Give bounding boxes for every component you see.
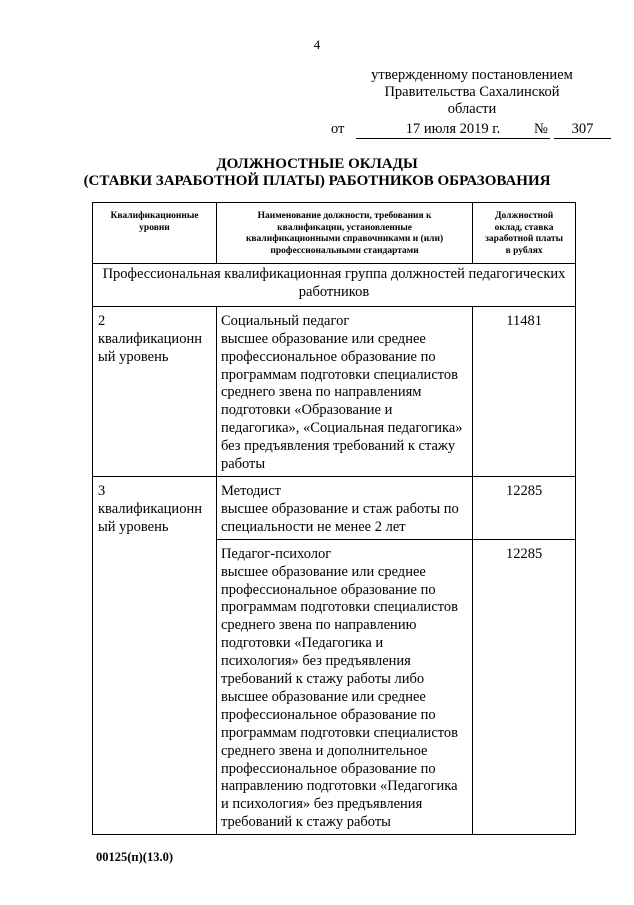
position-line: подготовки «Образование и [220,402,393,419]
position-line: профессиональное образование по [220,581,436,598]
title-line-1: ДОЛЖНОСТНЫЕ ОКЛАДЫ [216,156,418,172]
qualification-level [93,306,217,476]
position-line: педагогика», «Социальная педагогика» [220,420,463,437]
qualification-level [93,476,217,834]
header-text: в рублях [505,245,543,256]
document-date: 17 июля 2019 г. [356,121,550,139]
position-line: среднего звена по направлениям [220,384,422,401]
approval-line: Правительства Сахалинской [384,84,560,100]
header-text: Наименование должности, требования к [257,211,432,221]
group-title-row [93,264,576,307]
group-title [93,264,576,307]
group-title-line: Профессиональная квалификационная группа должностей педагогических [102,266,566,282]
table-header-row [93,203,576,264]
position-line: Педагог-психолог [220,545,332,562]
approval-block [330,67,614,118]
header-text: оклад, ставка [494,222,554,233]
header-text: уровни [139,222,170,233]
header-qualification-levels [93,203,217,264]
position-line: высшее образование или среднее [220,688,426,705]
page-number: 4 [313,37,321,52]
table-row [93,306,576,476]
position-line: и психология» без предъявления [220,796,423,813]
approval-line: утвержденному постановлением [371,67,573,83]
header-position-requirements [216,203,472,264]
header-text: квалификационными справочниками и (или) [245,234,444,244]
approval-line: области [447,101,497,117]
position-line: Социальный педагог [220,312,350,329]
position-line: среднего звена по направлению [220,617,417,634]
position-line: требований к стажу работы [220,814,391,831]
salary-value: 11481 [473,306,576,476]
header-text: Должностной [495,211,554,221]
table-row [93,476,576,539]
position-line: профессиональное образование по [220,348,436,365]
position-line: программам подготовки специалистов [220,599,458,616]
position-line: профессиональное образование по [220,760,436,777]
position-line: психология» без предъявления [220,653,411,670]
position-line: требований к стажу работы либо [220,671,425,688]
header-salary [473,203,576,264]
position-line: без предъявления требований к стажу [220,438,456,455]
position-line: среднего звена и дополнительное [220,742,428,759]
position-line: высшее образование или среднее [220,330,426,347]
header-text: квалификации, установленные [277,222,412,233]
level-text: 2 [98,312,106,329]
level-text: квалификационн [98,500,202,517]
level-text: ый уровень [98,348,169,365]
group-title-line: работников [298,283,370,300]
position-line: направлению подготовки «Педагогика [220,778,458,795]
from-label: от [331,121,345,137]
position-line: высшее образование или среднее [220,563,426,580]
position-line: программам подготовки специалистов [220,724,458,741]
position-description [216,306,472,476]
footer-code: 00125(п)(13.0) [96,850,173,864]
position-description [216,476,472,539]
position-line: подготовки «Педагогика и [220,635,384,652]
position-line: специальности не менее 2 лет [220,518,406,535]
level-text: ый уровень [98,518,169,535]
level-text: квалификационн [98,330,202,347]
position-line: профессиональное образование по [220,706,436,723]
position-line: высшее образование и стаж работы по [220,500,459,517]
document-title [0,156,634,190]
salary-value: 12285 [473,539,576,835]
header-text: профессиональными стандартами [270,245,419,256]
number-label: № [534,121,548,137]
position-line: Методист [220,482,281,499]
header-text: заработной платы [485,234,564,244]
salary-table [92,202,576,835]
position-description [216,539,472,835]
document-number: 307 [554,121,611,139]
header-text: Квалификационные [110,211,199,221]
document-date-number [331,121,611,139]
level-text: 3 [98,482,106,499]
position-line: работы [220,456,266,473]
title-line-2: (СТАВКИ ЗАРАБОТНОЙ ПЛАТЫ) РАБОТНИКОВ ОБРАЗОВАНИЯ [83,173,551,189]
salary-value: 12285 [473,476,576,539]
position-line: программам подготовки специалистов [220,366,458,383]
